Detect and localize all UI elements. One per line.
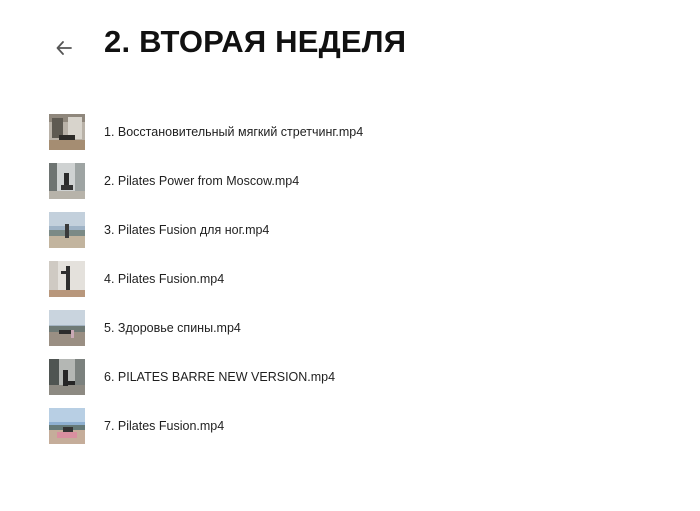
file-name: 3. Pilates Fusion для ног.mp4 [104,223,270,237]
file-item-3[interactable] [49,211,609,249]
file-item-4[interactable] [49,260,609,298]
file-name: 2. Pilates Power from Moscow.mp4 [104,174,300,188]
video-thumbnail-3 [49,212,85,248]
file-name: 5. Здоровье спины.mp4 [104,321,241,335]
page-header [0,0,700,90]
video-thumbnail-2 [49,163,85,199]
arrow-left-icon [56,41,72,55]
back-button[interactable] [52,36,76,60]
file-name: 4. Pilates Fusion.mp4 [104,272,225,286]
file-item-1[interactable] [49,113,609,151]
video-thumbnail-4 [49,261,85,297]
file-item-2[interactable] [49,162,609,200]
page-title: 2. ВТОРАЯ НЕДЕЛЯ [104,24,407,59]
video-thumbnail-5 [49,310,85,346]
video-thumbnail-1 [49,114,85,150]
file-name: 6. PILATES BARRE NEW VERSION.mp4 [104,370,336,384]
video-thumbnail-7 [49,408,85,444]
file-name: 7. Pilates Fusion.mp4 [104,419,225,433]
file-item-6[interactable] [49,358,609,396]
file-item-7[interactable] [49,407,609,445]
file-name: 1. Восстановительный мягкий стретчинг.mp4 [104,125,364,139]
video-thumbnail-6 [49,359,85,395]
file-item-5[interactable] [49,309,609,347]
